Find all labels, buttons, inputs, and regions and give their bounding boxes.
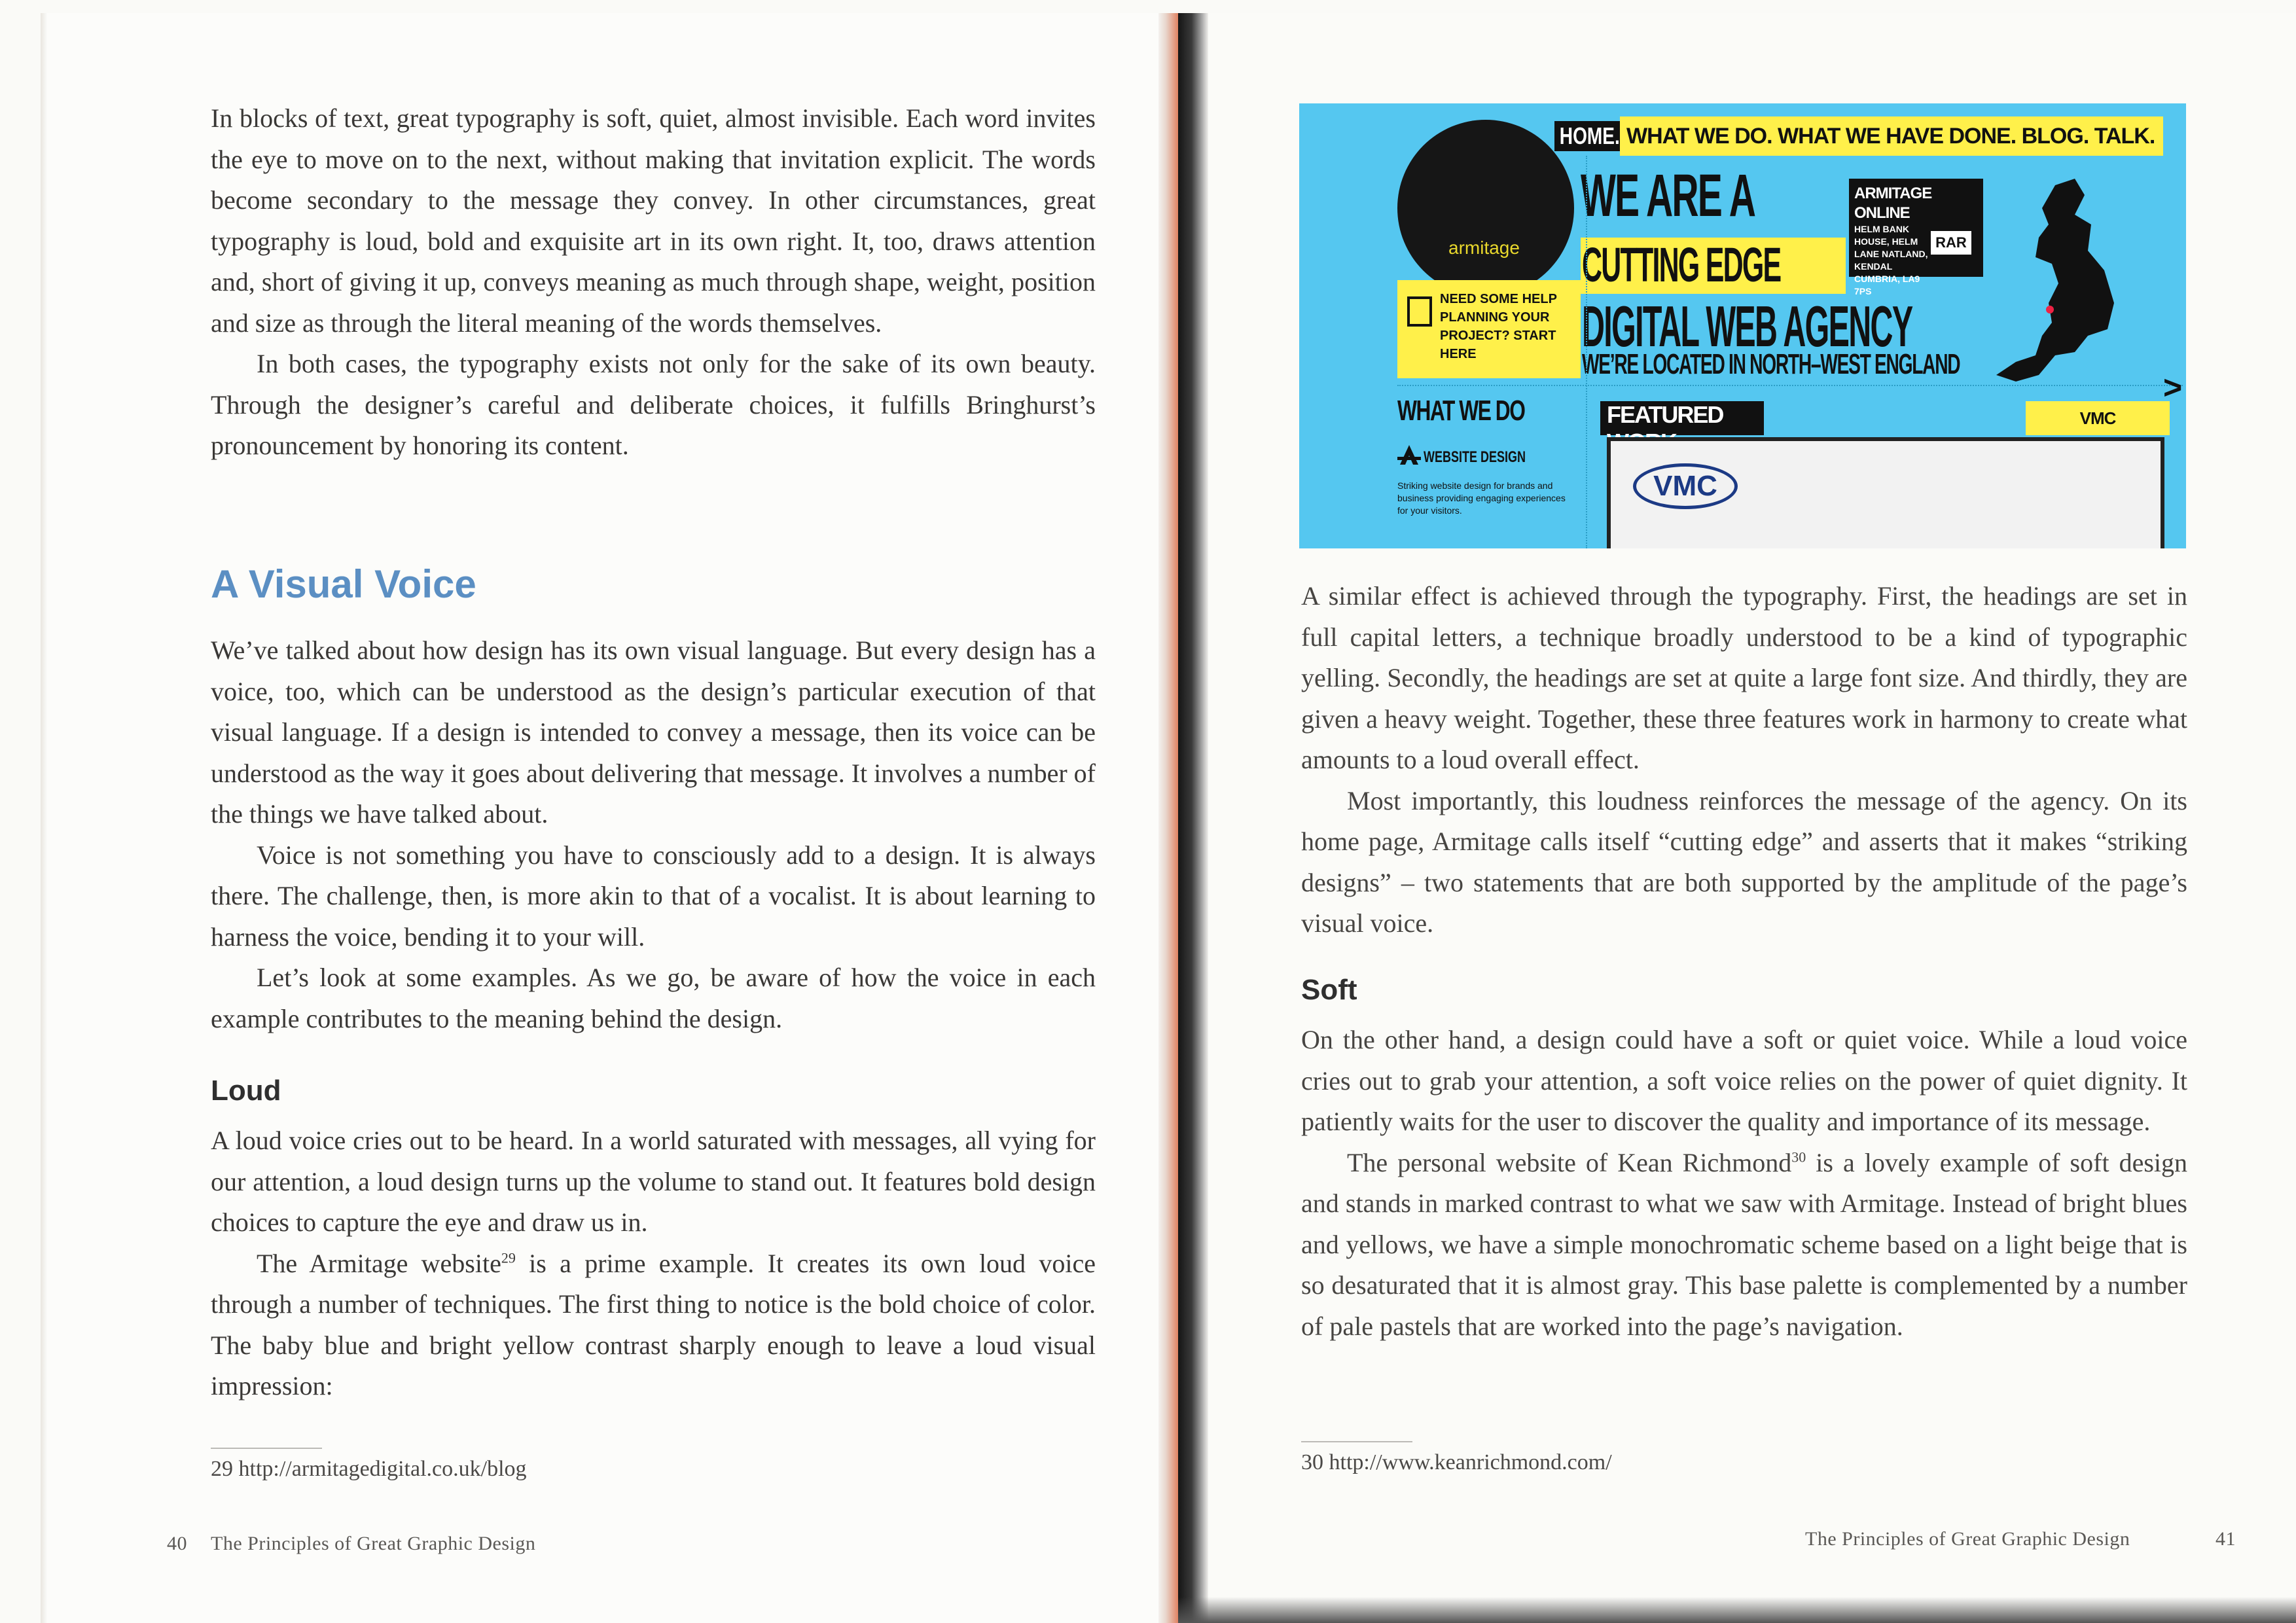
featured-work-label: FEATURED (1600, 401, 1764, 435)
footnote-ref-29: 29 (501, 1249, 516, 1266)
vmc-logo: VMC (1633, 463, 1738, 509)
dotted-divider-horizontal (1397, 385, 2183, 386)
hero-line-3: DIGITAL WEB AGENCY (1582, 294, 1912, 359)
website-design-desc: Striking website design for brands and business providing engaging experiences for your visitors. (1397, 480, 1566, 516)
address-box (1849, 179, 1983, 296)
footnote-29: 29 http://armitagedigital.co.uk/blog (211, 1457, 527, 1481)
soft-paragraph-1: On the other hand, a design could have a soft or quiet voice. While a loud voice cries out to grab your attention, a soft voice relies on the power of quiet dignity. It patiently waits for the user to discover the quality and importance of its message. (1301, 1025, 2187, 1136)
soft-column (1301, 1020, 2187, 1347)
hero-line-1: WE ARE A (1581, 162, 1755, 229)
armitage-logo (1397, 120, 1574, 296)
document-icon (1407, 296, 1432, 327)
visual-voice-column (211, 630, 1096, 1039)
footnote-rule-left (211, 1448, 322, 1449)
loud-paragraph-1: A loud voice cries out to be heard. In a world saturated with messages, all vying for our attention, a loud design turns up the volume to stand out. It features bold design choices to capture the eye and draw us in. (211, 1126, 1096, 1237)
soft-paragraph-2 (1301, 1143, 2187, 1347)
site-nav (1554, 116, 2155, 156)
hero-line-4: WE’RE LOCATED IN NORTH–WEST ENGLAND (1582, 348, 1960, 380)
visual-voice-paragraph-2: Voice is not something you have to consciously add to a design. It is always there. The challenge, then, is more akin to that of a vocalist. It is about learning to harness the voice, bending it to your will. (211, 840, 1096, 952)
footnote-rule-right (1301, 1441, 1412, 1442)
visual-voice-paragraph-1: We’ve talked about how design has its own visual language. But every design has a voice, too, which can be understood as the design’s particular execution of that visual language. If a design is intended to convey a message, then its voice can be understood as the way it goes about delivering that message. It involves a number of the things we have talked about. (211, 635, 1096, 829)
next-arrow-icon: > (2163, 369, 2183, 406)
nav-links: WHAT WE DO. WHAT WE HAVE DONE. BLOG. TALK. (1620, 116, 2163, 156)
loud-paragraph-3: A similar effect is achieved through the typography. First, the headings are set in full capital letters, a technique broadly understood to be a kind of typographic yelling. Secondly, the headings are set at quite a large font size. And thirdly, they are given a heavy weight. Together, these three features work in harmony to create what amounts to a loud overall effect. (1301, 581, 2187, 774)
intro-paragraph-1: In blocks of text, great typography is soft, quiet, almost invisible. Each word invites the eye to move on to the next, without making that invitation explicit. The words become secondary to the message they convey. In other circumstances, great typography is loud, bold and exquisite art in its own right. It, too, draws attention and, short of giving it up, conveys meaning as much through shape, weight, position and size as through the literal meaning of the words themselves. (211, 103, 1096, 338)
book-spine (1178, 13, 1208, 1623)
left-page-edge (41, 13, 47, 1623)
loud-paragraph-4: Most importantly, this loudness reinforces the message of the agency. On its home page, Armitage calls itself “cutting edge” and asserts that it makes “striking designs” – two statements that are both supported by the amplitude of the page’s visual voice. (1301, 785, 2187, 938)
loud-paragraph-2-text: The Armitage website (257, 1248, 501, 1278)
visual-voice-paragraph-3: Let’s look at some examples. As we go, be aware of how the voice in each example contributes to the meaning behind the design. (211, 963, 1096, 1033)
armitage-website-screenshot (1299, 103, 2186, 548)
uk-map-icon (1977, 179, 2127, 395)
page-number-right: 41 (2215, 1528, 2236, 1550)
nav-home: HOME. (1554, 121, 1625, 151)
left-intro-column (211, 98, 1096, 467)
page-edge-red (1158, 13, 1179, 1623)
pen-tool-icon (1397, 444, 1421, 467)
hero-line-2: CUTTING EDGE (1582, 238, 1781, 292)
loud-paragraph-2-rest: is a prime example. It creates its own loud voice through a number of techniques. The first thing to notice is the bold choice of color. The baby blue and bright yellow contrast sharply enough to leave a loud visual impression: (211, 1248, 1096, 1400)
dotted-divider-vertical (1586, 156, 1587, 548)
running-title-left: The Principles of Great Graphic Design (211, 1533, 536, 1554)
loud-heading: Loud (211, 1075, 281, 1107)
address-title: ARMITAGE ONLINE (1854, 185, 1932, 222)
logo-text: armitage (1448, 238, 1520, 258)
loud-column (211, 1120, 1096, 1407)
intro-paragraph-2: In both cases, the typography exists not only for the sake of its own beauty. Through the designer’s careful and deliberate choices, it fulfills Bringhurst’s pronouncement by honoring its content. (211, 349, 1096, 460)
what-we-do-heading: WHAT WE DO (1397, 395, 1525, 427)
address-lines: HELM BANK HOUSE, HELM LANE NATLAND, KENDAL CUMBRIA, LA9 7PS (1854, 224, 1928, 296)
running-title-right: The Principles of Great Graphic Design (1805, 1528, 2130, 1550)
page-number-left: 40 (167, 1533, 187, 1554)
section-heading: A Visual Voice (211, 562, 476, 606)
soft-paragraph-2-rest: is a lovely example of soft design and stands in marked contrast to what we saw with Armitage. Instead of bright blues and yellows, we have a simple monochromatic scheme based on a light beige that is so desaturated that it is almost gray. This base palette is complemented by a number of pale pastels that are worked into the page’s navigation. (1301, 1147, 2187, 1341)
soft-paragraph-2-text: The personal website of Kean Richmond (1347, 1147, 1792, 1177)
rar-badge: RAR (1931, 231, 1971, 255)
vmc-developments-label: VMC (2026, 401, 2170, 435)
right-loud-column (1301, 576, 2187, 944)
footnote-ref-30: 30 (1791, 1149, 1806, 1166)
loud-paragraph-2 (211, 1243, 1096, 1407)
bottom-shadow (1178, 1597, 2296, 1623)
footnote-30: 30 http://www.keanrichmond.com/ (1301, 1450, 1612, 1474)
website-design-label: WEBSITE DESIGN (1424, 448, 1526, 466)
help-text: NEED SOME HELP PLANNING YOUR PROJECT? START HERE (1440, 292, 1557, 361)
soft-heading: Soft (1301, 974, 1357, 1006)
